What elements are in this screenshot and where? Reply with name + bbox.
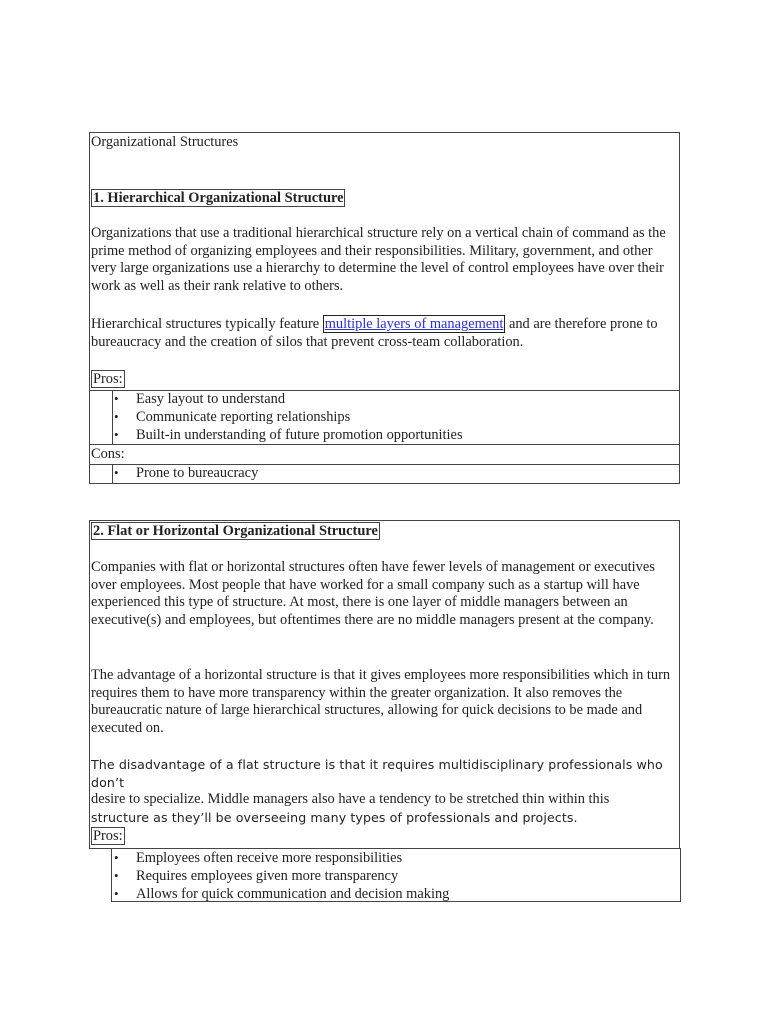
section2-paragraph-3: The disadvantage of a flat structure is that it requires multidisciplinary professionals who don’t desire to specialize. Middle managers also have a tendency to be stretched thin within this structure as they’ll be overseeing many types of professionals and projects. xyxy=(91,757,663,826)
list-item: • Requires employees given more transparency xyxy=(112,867,680,885)
cons-list xyxy=(112,464,680,484)
cons-label: Cons: xyxy=(91,446,125,462)
pros-label: Pros: xyxy=(93,828,123,844)
pros-row xyxy=(91,827,675,845)
section2-heading: 2. Flat or Horizontal Organizational Structure xyxy=(93,523,378,539)
section-hierarchical xyxy=(89,132,680,484)
list-item: • Allows for quick communication and decision making xyxy=(112,885,680,903)
section2-paragraph-2: The advantage of a horizontal structure is that it gives employees more responsibilities which in turn requires them to have more transparency within the greater organization. It also removes the bureaucratic nature of large hierarchical structures, allowing for quick decisions to be made and executed on. xyxy=(91,667,671,737)
section1-paragraph-1: Organizations that use a traditional hierarchical structure rely on a vertical chain of command as the prime method of organizing employees and their responsibilities. Military, government, and other very large organizations use a hierarchy to determine the level of control employees have over their work as well as their rank relative to others. xyxy=(91,225,666,295)
divider xyxy=(112,390,113,444)
multiple-layers-link[interactable]: multiple layers of management xyxy=(324,316,504,332)
list-item: • Built-in understanding of future promotion opportunities xyxy=(112,426,680,444)
pros-row xyxy=(91,370,675,388)
section2-paragraph-1: Companies with flat or horizontal structures often have fewer levels of management or executives over employees. Most people that have worked for a small company such as a startup will have experienced this type of structure. At most, there is one layer of middle managers between an executive(s) and employees, but oftentimes there are no middle managers present at the company. xyxy=(91,559,655,629)
document-title: Organizational Structures xyxy=(91,134,239,150)
pros-label: Pros: xyxy=(93,371,123,387)
pros-list xyxy=(112,390,680,445)
heading-row xyxy=(91,189,675,207)
section2-pros-list xyxy=(111,848,681,902)
section1-paragraph-2: Hierarchical structures typically feature multiple layers of management and are therefore prone to bureaucracy and the creation of silos that prevent cross-team collaboration. xyxy=(91,316,658,350)
list-item: • Employees often receive more responsibilities xyxy=(112,849,680,867)
section-flat xyxy=(89,520,680,849)
list-item: • Easy layout to understand xyxy=(112,390,680,408)
heading-row xyxy=(91,522,675,540)
section1-heading: 1. Hierarchical Organizational Structure xyxy=(93,190,344,206)
list-item: • Communicate reporting relationships xyxy=(112,408,680,426)
divider xyxy=(112,464,113,484)
list-item: • Prone to bureaucracy xyxy=(112,464,680,482)
